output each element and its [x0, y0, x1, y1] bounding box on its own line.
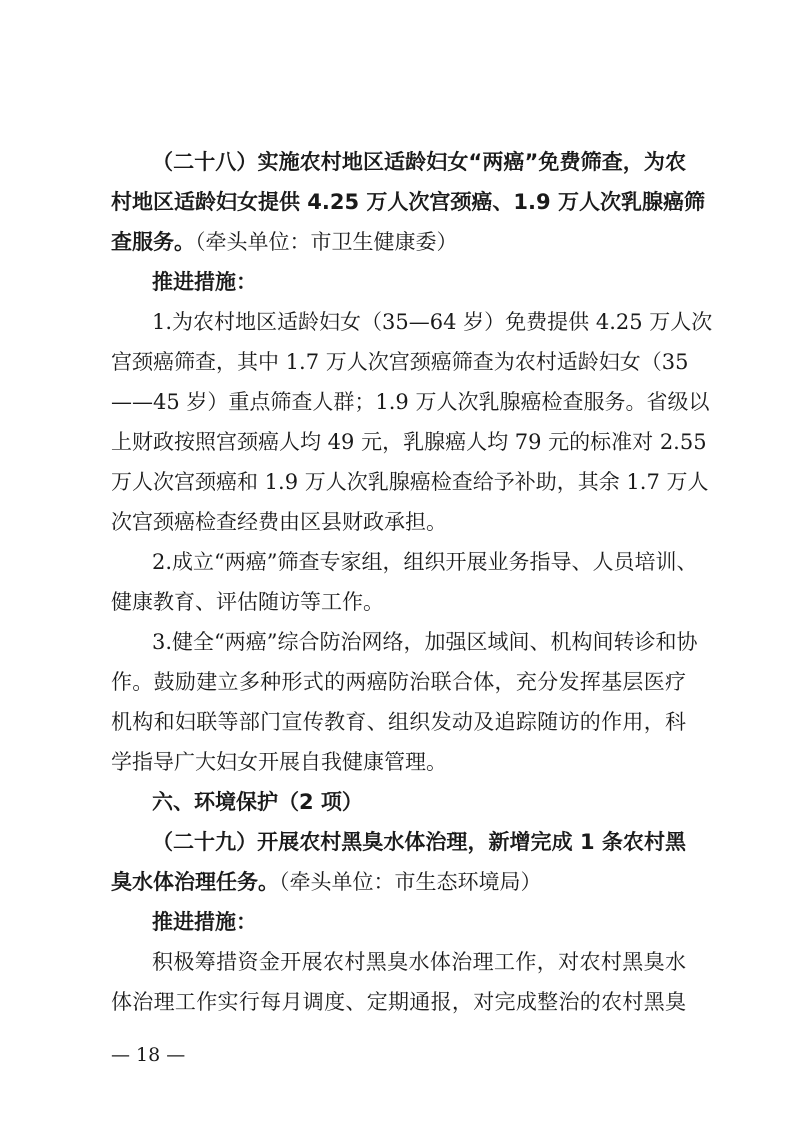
item-29-lead-unit: （牵头单位：市生态环境局） — [279, 870, 542, 894]
item-28-title-line-3 — [111, 222, 686, 262]
measure-1-line-1: 1.为农村地区适龄妇女（35—64 岁）免费提供 4.25 万人次 — [152, 310, 713, 334]
measure-1-line-5: 万人次宫颈癌和 1.9 万人次乳腺癌检查给予补助，其余 1.7 万人 — [111, 470, 709, 494]
measure-1-line-6: 次宫颈癌检查经费由区县财政承担。 — [111, 510, 447, 534]
measure-1-line-4: 上财政按照宫颈癌人均 49 元，乳腺癌人均 79 元的标准对 2.55 — [111, 430, 707, 454]
measure-3-line-4: 学指导广大妇女开展自我健康管理。 — [111, 750, 447, 774]
measure-3-line-3: 机构和妇联等部门宣传教育、组织发动及追踪随访的作用，科 — [111, 710, 686, 734]
section-6-title: 六、环境保护（2 项） — [152, 790, 363, 814]
item-29-measure-line-2: 体治理工作实行每月调度、定期通报，对完成整治的农村黑臭 — [111, 990, 686, 1014]
page-number: — 18 — — [111, 1044, 186, 1066]
item-28-title-line-2: 村地区适龄妇女提供 4.25 万人次宫颈癌、1.9 万人次乳腺癌筛 — [111, 190, 705, 214]
measure-3-line-2: 作。鼓励建立多种形式的两癌防治联合体，充分发挥基层医疗 — [111, 670, 686, 694]
measure-3-line-1: 3.健全“两癌”综合防治网络，加强区域间、机构间转诊和协 — [152, 630, 698, 654]
item-28-title-end: 查服务。 — [111, 230, 195, 254]
item-29-measure-line-1: 积极筹措资金开展农村黑臭水体治理工作，对农村黑臭水 — [152, 950, 686, 974]
measure-2-line-1: 2.成立“两癌”筛查专家组，组织开展业务指导、人员培训、 — [152, 550, 698, 574]
measure-1-line-2: 宫颈癌筛查，其中 1.7 万人次宫颈癌筛查为农村适龄妇女（35 — [111, 350, 689, 374]
item-29-title-line-2 — [111, 862, 686, 902]
measure-1-line-3: ——45 岁）重点筛查人群；1.9 万人次乳腺癌检查服务。省级以 — [111, 390, 710, 414]
measure-2-line-2: 健康教育、评估随访等工作。 — [111, 590, 384, 614]
item-28-title-line-1: （二十八）实施农村地区适龄妇女“两癌”免费筛查，为农 — [152, 150, 686, 174]
item-29-title-end: 臭水体治理任务。 — [111, 870, 279, 894]
item-28-lead-unit: （牵头单位：市卫生健康委） — [195, 230, 458, 254]
item-29-measures-heading: 推进措施： — [152, 910, 257, 934]
item-29-title-line-1: （二十九）开展农村黑臭水体治理，新增完成 1 条农村黑 — [152, 830, 686, 854]
item-28-measures-heading: 推进措施： — [152, 270, 257, 294]
